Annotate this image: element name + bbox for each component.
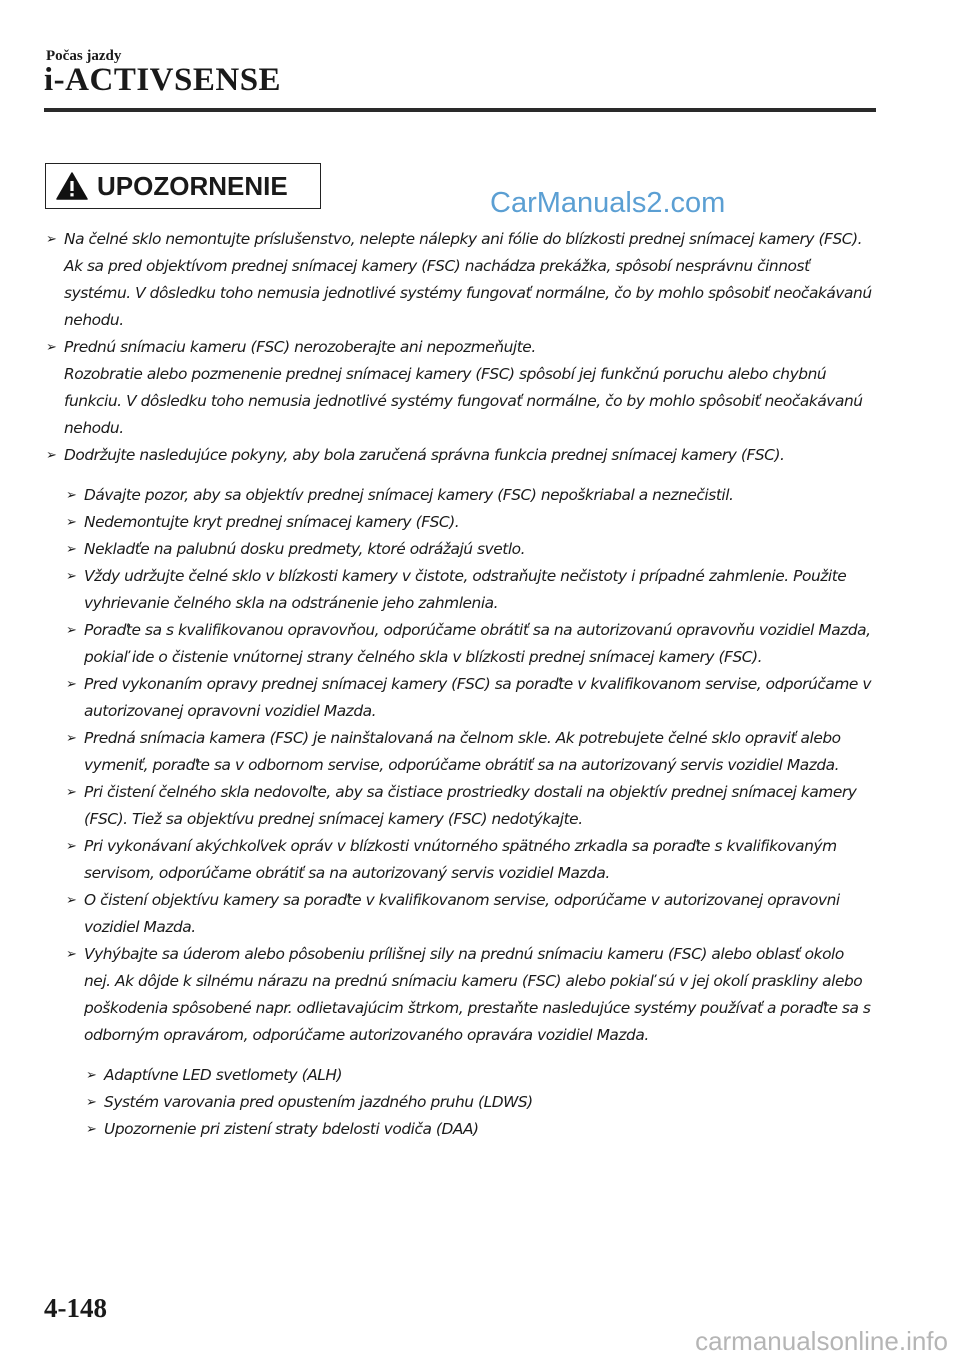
item-text: Vždy udržujte čelné sklo v blízkosti kamery v čistote, odstraňujte nečistoty i prípadné zahmlenie. Použite vyhrievanie čelného skla na odstránenie jeho zahmlenia. <box>84 567 847 612</box>
item-text: Adaptívne LED svetlomety (ALH) <box>104 1066 343 1084</box>
warning-title: UPOZORNENIE <box>97 170 288 201</box>
warning-content <box>44 226 874 1143</box>
sub-sub-list <box>44 1062 874 1143</box>
sub-list-item <box>64 779 874 833</box>
sub-list-item <box>64 536 874 563</box>
item-text: Poraďte sa s kvalifikovanou opravovňou, odporúčame obrátiť sa na autorizovanú opravovňu vozidiel Mazda, pokiaľ ide o čistenie vnútornej strany čelného skla v blízkosti prednej snímacej kamery (FSC). <box>84 621 871 666</box>
list-item <box>44 442 874 469</box>
item-text: O čistení objektívu kamery sa poraďte v kvalifikovanom servise, odporúčame v autorizovanej opravovni vozidiel Mazda. <box>84 891 840 936</box>
item-text: Dodržujte nasledujúce pokyny, aby bola zaručená správna funkcia prednej snímacej kamery (FSC). <box>64 446 785 464</box>
sub-sub-list-item <box>84 1062 874 1089</box>
bullet-marker: ➢ <box>66 515 77 530</box>
sub-sub-list-item <box>84 1089 874 1116</box>
bullet-marker: ➢ <box>46 448 57 463</box>
item-text: Rozobratie alebo pozmenenie prednej snímacej kamery (FSC) spôsobí jej funkčnú poruchu alebo chybnú funkciu. V dôsledku toho nemusia jednotlivé systémy fungovať normálne, čo by mohlo spôsobiť neočakávanú nehodu. <box>64 365 863 437</box>
sub-list <box>44 482 874 1049</box>
bullet-marker: ➢ <box>66 947 77 962</box>
chapter-title: i-ACTIVSENSE <box>44 62 282 98</box>
item-text: Pri vykonávaní akýchkoľvek opráv v blízkosti vnútorného spätného zrkadla sa poraďte s kvalifikovaným servisom, odporúčame obrátiť sa na autorizovaný servis vozidiel Mazda. <box>84 837 837 882</box>
item-text: Prednú snímaciu kameru (FSC) nerozoberajte ani nepozmeňujte. <box>64 338 536 356</box>
sub-list-item <box>64 617 874 671</box>
list-item <box>44 334 874 442</box>
sub-list-item <box>64 833 874 887</box>
item-text: Predná snímacia kamera (FSC) je nainštalovaná na čelnom skle. Ak potrebujete čelné sklo opraviť alebo vymeniť, poraďte sa v odbornom servise, odporúčame obrátiť sa na autorizovaný servis vozidiel Mazda. <box>84 729 841 774</box>
sub-sub-list-item <box>84 1116 874 1143</box>
sub-list-item <box>64 563 874 617</box>
bullet-marker: ➢ <box>66 893 77 908</box>
watermark: CarManuals2.com <box>490 187 726 219</box>
header-rule <box>44 108 876 112</box>
bullet-marker: ➢ <box>66 488 77 503</box>
sub-list-item <box>64 482 874 509</box>
sub-list-item <box>64 509 874 536</box>
bullet-marker: ➢ <box>66 623 77 638</box>
item-text: Ak sa pred objektívom prednej snímacej kamery (FSC) nachádza prekážka, spôsobí nesprávnu činnosť systému. V dôsledku toho nemusia jednotlivé systémy fungovať normálne, čo by mohlo spôsobiť neočakávanú nehodu. <box>64 257 872 329</box>
bullet-marker: ➢ <box>66 569 77 584</box>
sub-list-item <box>64 941 874 1049</box>
footer-watermark: carmanualsonline.info <box>695 1326 948 1356</box>
item-text: Nedemontujte kryt prednej snímacej kamery (FSC). <box>84 513 460 531</box>
item-text: Pred vykonaním opravy prednej snímacej kamery (FSC) sa poraďte v kvalifikovanom servise, odporúčame v autorizovanej opravovni vozidiel Mazda. <box>84 675 872 720</box>
bullet-marker: ➢ <box>66 542 77 557</box>
warning-box <box>45 163 321 209</box>
bullet-marker: ➢ <box>66 839 77 854</box>
sub-list-item <box>64 725 874 779</box>
warning-triangle-icon <box>56 171 88 201</box>
item-text: Vyhýbajte sa úderom alebo pôsobeniu prílišnej sily na prednú snímaciu kameru (FSC) alebo oblasť okolo nej. Ak dôjde k silnému nárazu na prednú snímaciu kameru (FSC) alebo pokiaľ sú v jej okolí praskliny alebo poškodenia spôsobené napr. odlietavajúcim štrkom, prestaňte nasledujúce systémy používať a poraďte sa s odborným opravárom, odporúčame autorizovaného opravára vozidiel Mazda. <box>84 945 871 1044</box>
bullet-marker: ➢ <box>46 232 57 247</box>
item-text: Systém varovania pred opustením jazdného pruhu (LDWS) <box>104 1093 533 1111</box>
section-title: Počas jazdy <box>46 48 122 64</box>
item-text: Pri čistení čelného skla nedovoľte, aby sa čistiace prostriedky dostali na objektív prednej snímacej kamery (FSC). Tiež sa objektívu prednej snímacej kamery (FSC) nedotýkajte. <box>84 783 857 828</box>
bullet-marker: ➢ <box>66 785 77 800</box>
page-number: 4-148 <box>44 1293 107 1323</box>
item-text: Nekladťe na palubnú dosku predmety, ktoré odrážajú svetlo. <box>84 540 526 558</box>
item-text: Upozornenie pri zistení straty bdelosti vodiča (DAA) <box>104 1120 479 1138</box>
item-text: Dávajte pozor, aby sa objektív prednej snímacej kamery (FSC) nepoškriabal a neznečistil. <box>84 486 734 504</box>
bullet-marker: ➢ <box>66 677 77 692</box>
sub-list-item <box>64 671 874 725</box>
list-item <box>44 226 874 334</box>
bullet-marker: ➢ <box>86 1122 97 1137</box>
bullet-marker: ➢ <box>86 1068 97 1083</box>
bullet-marker: ➢ <box>46 340 57 355</box>
bullet-marker: ➢ <box>66 731 77 746</box>
item-text: Na čelné sklo nemontujte príslušenstvo, nelepte nálepky ani fólie do blízkosti prednej snímacej kamery (FSC). <box>64 230 863 248</box>
sub-list-item <box>64 887 874 941</box>
bullet-marker: ➢ <box>86 1095 97 1110</box>
